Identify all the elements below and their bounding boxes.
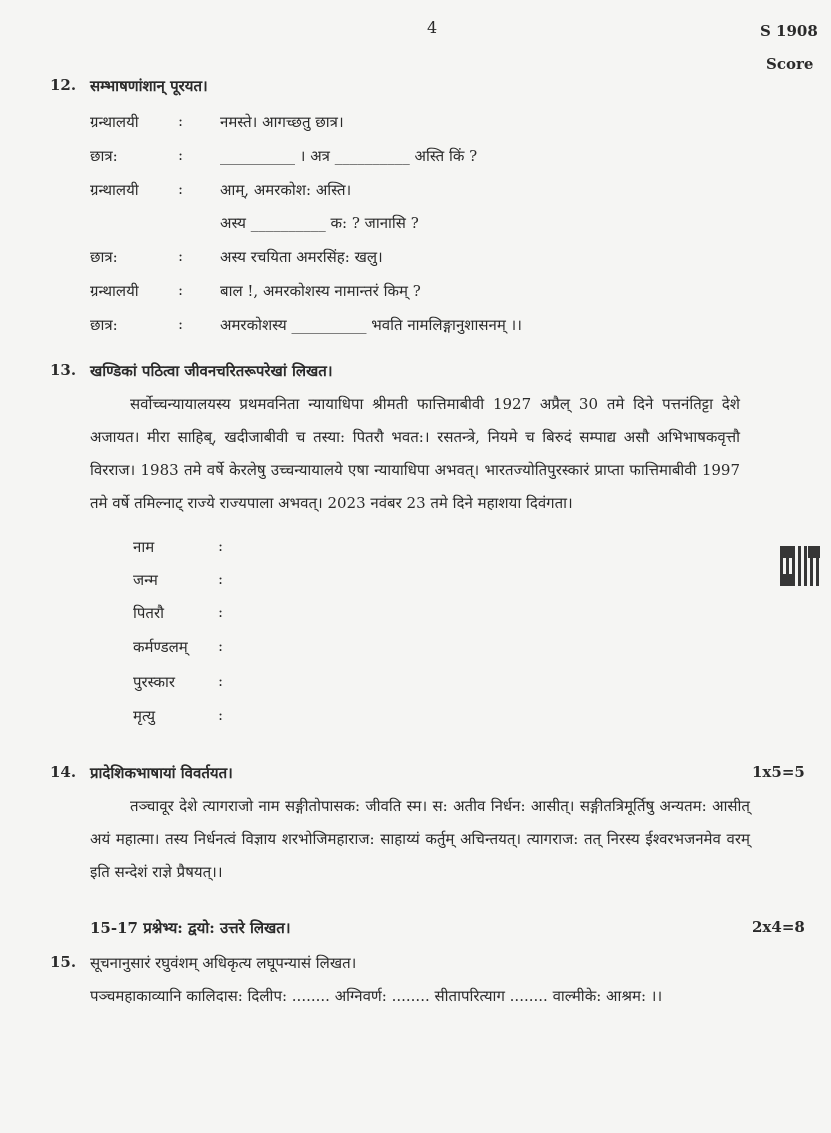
dialogue-line: नमस्ते। आगच्छतु छात्र। xyxy=(220,113,344,131)
bio-field-label: कर्मण्डलम् xyxy=(133,638,188,656)
bio-field-label: पुरस्कार xyxy=(133,673,176,691)
bio-field-colon: : xyxy=(218,706,224,724)
q14-marks: 1x5=5 xyxy=(752,763,805,781)
q13-title: खण्डिकां पठित्वा जीवनचरितरूपरेखां लिखत। xyxy=(90,362,333,380)
q14-passage: तञ्चावूर देशे त्यागराजो नाम सङ्गीतोपासक: जीवति स्म। स: अतीव निर्धन: आसीत्। सङ्गीतत्रिमूर्तिषु अन्यतम: आसीत् अयं महात्मा। तस्य निर्धनत्वं विज्ञाय शरभोजिमहाराज: साहाय्यं कर्तुम् अचिन्तयत्। त्यागराज: तत् निरस्य ईश्वरभजनमेव वरम् इति सन्देशं राज्ञे प्रैषयत्।। xyxy=(90,797,750,881)
bio-field-colon: : xyxy=(218,637,224,655)
paper-code: S 1908 xyxy=(760,22,818,40)
bio-field-label: नाम xyxy=(133,538,155,556)
dialogue-line: अस्य __________ क: ? जानासि ? xyxy=(220,214,419,232)
dialogue-speaker: ग्रन्थालयी xyxy=(90,181,139,199)
q12-number: 12. xyxy=(50,76,77,94)
q13-passage: सर्वोच्चन्यायालयस्य प्रथमवनिता न्यायाधिपा श्रीमती फात्तिमाबीवी 1927 अप्रैल् 30 तमे दिने पत्तनंतिट्टा देशे अजायत। मीरा साहिब्, खदीजाबीवी च तस्या: पितरौ भवत:। रसतन्त्रे, नियमे च बिरुदं सम्पाद्य असौ अभिभाषकवृत्तौ विरराज। 1983 तमे वर्षे केरलेषु उच्चन्यायालये एषा न्यायाधिपा अभवत्। भारतज्योतिपुरस्कारं प्राप्ता फात्तिमाबीवी 1997 तमे वर्षे तमिल्नाट् राज्ये राज्यपाला अभवत्। 2023 नवंबर 23 तमे दिने महाशया दिवंगता। xyxy=(90,395,740,512)
dialogue-line: बाल !, अमरकोशस्य नामान्तरं किम् ? xyxy=(220,282,421,300)
q15-title: सूचनानुसारं रघुवंशम् अधिकृत्य लघूपन्यासं लिखत। xyxy=(90,954,357,972)
dialogue-colon: : xyxy=(178,146,184,164)
dialogue-colon: : xyxy=(178,315,184,333)
dialogue-line: __________ । अत्र __________ अस्ति किं ? xyxy=(220,147,478,165)
bio-field-label: पितरौ xyxy=(133,604,164,622)
score-label: Score xyxy=(766,55,814,73)
section-marks: 2x4=8 xyxy=(752,918,805,936)
dialogue-speaker: ग्रन्थालयी xyxy=(90,113,139,131)
dialogue-colon: : xyxy=(178,112,184,130)
qr-code xyxy=(780,546,820,586)
bio-field-colon: : xyxy=(218,570,224,588)
bio-field-label: जन्म xyxy=(133,571,158,589)
dialogue-speaker: छात्र: xyxy=(90,248,118,266)
q15-hints: पञ्चमहाकाव्यानि कालिदास: दिलीप: ........ अग्निवर्ण: ........ सीतापरित्याग ........ वाल्मीके: आश्रम: ।। xyxy=(90,987,663,1005)
section-title: 15-17 प्रश्नेभ्य: द्वयो: उत्तरे लिखत। xyxy=(90,919,291,937)
bio-field-label: मृत्यु xyxy=(133,707,156,725)
bio-field-colon: : xyxy=(218,672,224,690)
dialogue-colon: : xyxy=(178,281,184,299)
dialogue-colon: : xyxy=(178,247,184,265)
page-number: 4 xyxy=(427,18,438,37)
dialogue-colon: : xyxy=(178,180,184,198)
q14-title: प्रादेशिकभाषायां विवर्तयत। xyxy=(90,764,233,782)
dialogue-speaker: छात्र: xyxy=(90,316,118,334)
q12-title: सम्भाषणांशान् पूरयत। xyxy=(90,77,208,95)
q13-number: 13. xyxy=(50,361,77,379)
bio-field-colon: : xyxy=(218,603,224,621)
bio-field-colon: : xyxy=(218,537,224,555)
q15-number: 15. xyxy=(50,953,77,971)
dialogue-line: अमरकोशस्य __________ भवति नामलिङ्गानुशासनम् ।। xyxy=(220,316,522,334)
q14-number: 14. xyxy=(50,763,77,781)
dialogue-line: आम्, अमरकोश: अस्ति। xyxy=(220,181,352,199)
dialogue-line: अस्य रचयिता अमरसिंह: खलु। xyxy=(220,248,383,266)
dialogue-speaker: ग्रन्थालयी xyxy=(90,282,139,300)
dialogue-speaker: छात्र: xyxy=(90,147,118,165)
